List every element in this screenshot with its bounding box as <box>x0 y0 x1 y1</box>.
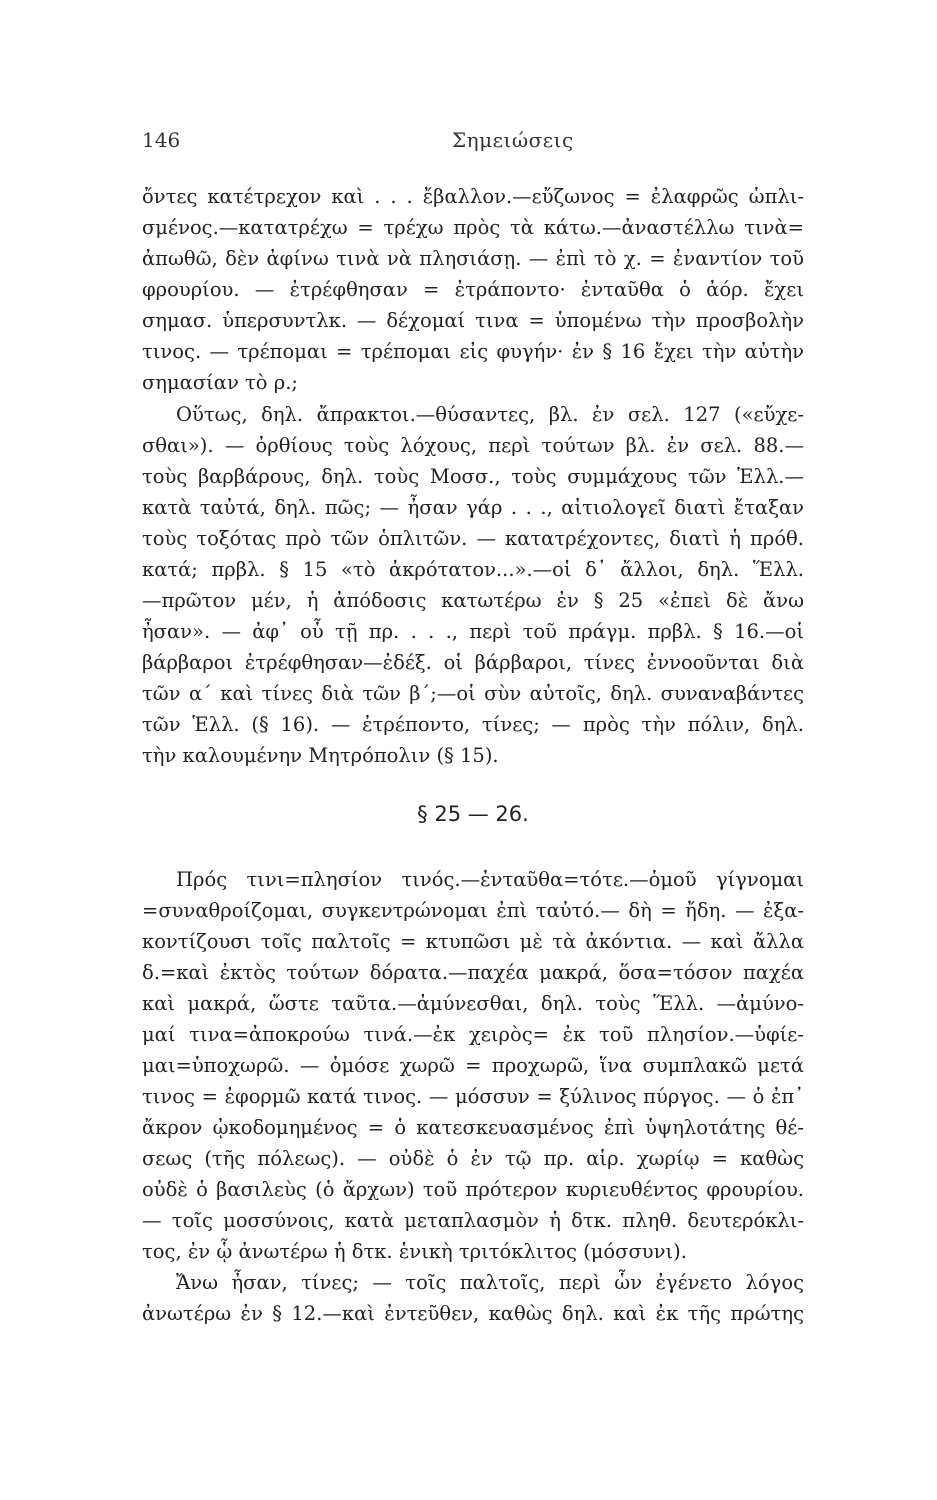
text-line: τῶν Ἑλλ. (§ 16). — ἐτρέποντο, τίνες; — πρὸς τὴν πόλιν, δηλ. <box>142 713 804 736</box>
text-line: σμένος.—κατατρέχω = τρέχω πρὸς τὰ κάτω.—ἀναστέλλω τινὰ= <box>142 216 804 239</box>
text-line: μαι=ὑποχωρῶ. — ὁμόσε χωρῶ = προχωρῶ, ἵνα συμπλακῶ μετά <box>142 1054 804 1077</box>
text-line: ἀπωθῶ, δὲν ἀφίνω τινὰ νὰ πλησιάσῃ. — ἐπὶ τὸ χ. = ἐναντίον τοῦ <box>142 247 804 270</box>
text-line: τινος. — τρέπομαι = τρέπομαι εἰς φυγήν· ἐν § 16 ἔχει τὴν αὐτὴν <box>142 340 804 363</box>
text-line: ἄκρον ᾠκοδομημένος = ὁ κατεσκευασμένος ἐπὶ ὑψηλοτάτης θέ- <box>142 1116 804 1139</box>
text-line: βάρβαροι ἐτρέφθησαν—ἐδέξ. οἱ βάρβαροι, τίνες ἐννοοῦνται διὰ <box>142 651 804 674</box>
paragraph-first-line: Ἄνω ἦσαν, τίνες; — τοῖς παλτοῖς, περὶ ὧν ἐγένετο λόγος <box>176 1271 804 1294</box>
text-line: ὄντες κατέτρεχον καὶ . . . ἔβαλλον.—εὔζωνος = ἐλαφρῶς ὡπλι- <box>142 185 804 208</box>
text-line: κατά; πρβλ. § 15 «τὸ ἀκρότατον...».—οἱ δ᾽ ἄλλοι, δηλ. Ἕλλ. <box>142 558 804 581</box>
text-line: τοὺς βαρβάρους, δηλ. τοὺς Μοσσ., τοὺς συμμάχους τῶν Ἑλλ.— <box>142 465 804 488</box>
section-heading: § 25 — 26. <box>417 802 529 826</box>
text-line: =συναθροίζομαι, συγκεντρώνομαι ἐπὶ ταὐτό.— δὴ = ἤδη. — ἐξα- <box>142 899 804 922</box>
text-line: σημασ. ὑπερσυντλκ. — δέχομαί τινα = ὑπομένω τὴν προσβολὴν <box>142 309 804 332</box>
page-header <box>142 128 802 158</box>
text-line: κοντίζουσι τοῖς παλτοῖς = κτυπῶσι μὲ τὰ ἀκόντια. — καὶ ἄλλα <box>142 930 804 953</box>
text-line: τὴν καλουμένην Μητρόπολιν (§ 15). <box>142 744 499 767</box>
page-number: 146 <box>142 128 181 152</box>
text-line: ἀνωτέρω ἐν § 12.—καὶ ἐντεῦθεν, καθὼς δηλ. καὶ ἐκ τῆς πρώτης <box>142 1302 804 1325</box>
text-line: σθαι»). — ὀρθίους τοὺς λόχους, περὶ τούτων βλ. ἐν σελ. 88.— <box>142 434 804 457</box>
text-line: καὶ μακρά, ὥστε ταῦτα.—ἀμύνεσθαι, δηλ. τοὺς Ἕλλ. —ἀμύνο- <box>142 992 804 1015</box>
text-line: ἦσαν». — ἀφ᾽ οὗ τῇ πρ. . . ., περὶ τοῦ πράγμ. πρβλ. § 16.—οἱ <box>142 620 804 643</box>
running-head: Σημειώσεις <box>452 128 574 152</box>
text-line: φρουρίου. — ἐτρέφθησαν = ἐτράποντο· ἐνταῦθα ὁ ἀόρ. ἔχει <box>142 278 804 301</box>
text-line: τοὺς τοξότας πρὸ τῶν ὁπλιτῶν. — κατατρέχοντες, διατὶ ἡ πρόθ. <box>142 527 804 550</box>
text-line: — τοῖς μοσσύνοις, κατὰ μεταπλασμὸν ἡ δτκ. πληθ. δευτερόκλι- <box>142 1209 804 1232</box>
text-line: τος, ἐν ᾧ ἀνωτέρω ἡ δτκ. ἑνικὴ τριτόκλιτος (μόσσυνι). <box>142 1240 687 1263</box>
text-line: οὐδὲ ὁ βασιλεὺς (ὁ ἄρχων) τοῦ πρότερον κυριευθέντος φρουρίου. <box>142 1178 804 1201</box>
text-line: —πρῶτον μέν, ἡ ἀπόδοσις κατωτέρω ἐν § 25 «ἐπεὶ δὲ ἄνω <box>142 589 804 612</box>
text-line: δ.=καὶ ἐκτὸς τούτων δόρατα.—παχέα μακρά, ὅσα=τόσον παχέα <box>142 961 804 984</box>
text-line: κατὰ ταὐτά, δηλ. πῶς; — ἦσαν γάρ . . ., αἰτιολογεῖ διατὶ ἔταξαν <box>142 496 804 519</box>
text-line: τῶν α΄ καὶ τίνες διὰ τῶν β΄;—οἱ σὺν αὐτοῖς, δηλ. συναναβάντες <box>142 682 804 705</box>
text-line: τινος = ἐφορμῶ κατά τινος. — μόσσυν = ξύλινος πύργος. — ὁ ἐπ᾽ <box>142 1085 804 1108</box>
text-line: σεως (τῆς πόλεως). — οὐδὲ ὁ ἐν τῷ πρ. αἱρ. χωρίῳ = καθὼς <box>142 1147 804 1170</box>
text-line: μαί τινα=ἀποκρούω τινά.—ἐκ χειρὸς= ἐκ τοῦ πλησίον.—ὑφίε- <box>142 1023 804 1046</box>
paragraph-first-line: Πρός τινι=πλησίον τινός.—ἐνταῦθα=τότε.—ὁμοῦ γίγνομαι <box>176 868 804 891</box>
text-line: σημασίαν τὸ ρ.; <box>142 371 298 394</box>
paragraph-first-line: Οὕτως, δηλ. ἄπρακτοι.—θύσαντες, βλ. ἐν σελ. 127 («εὔχε- <box>176 403 804 426</box>
